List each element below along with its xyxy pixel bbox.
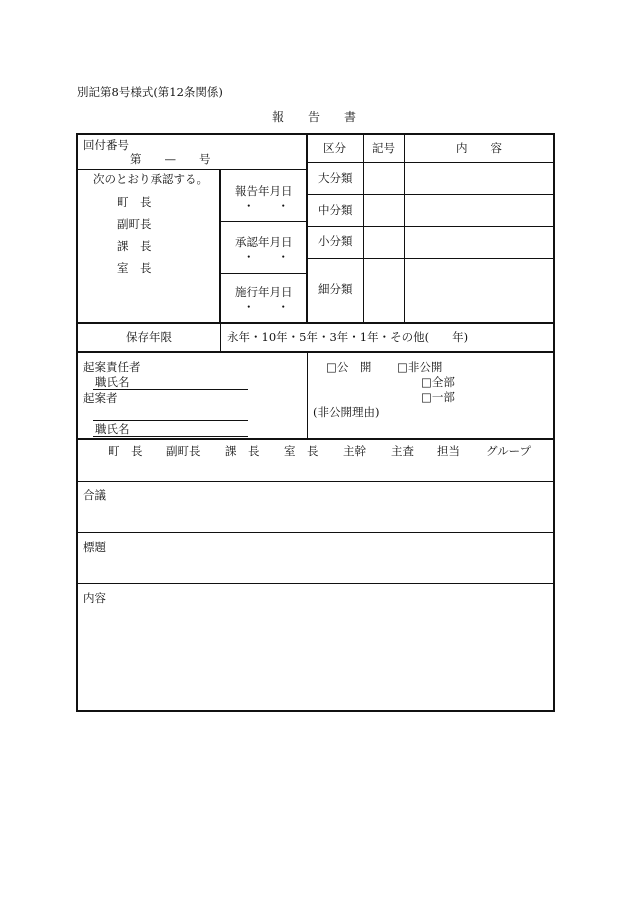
col-naiyou: 内 容 <box>456 141 502 155</box>
class-row-small: 小分類 <box>318 234 353 248</box>
stamp-staff: 担当 <box>437 444 460 458</box>
class-row-large: 大分類 <box>318 171 353 185</box>
class-row-medium: 中分類 <box>318 203 353 217</box>
responsible-label: 起案責任者 <box>83 360 141 374</box>
retention-label: 保存年限 <box>126 330 172 344</box>
role-mayor: 町 長 <box>117 195 152 209</box>
form-reference: 別記第8号様式(第12条関係) <box>77 85 223 99</box>
approval-date-label: 承認年月日 <box>235 235 293 249</box>
stamp-office-chief: 室 長 <box>284 444 319 458</box>
drafter-label: 起案者 <box>83 391 118 405</box>
report-date-dots: ・ ・ <box>243 199 289 213</box>
nonpublic-reason-label: (非公開理由) <box>313 405 380 419</box>
nonpublic-checkbox[interactable]: □非公開 <box>397 360 443 374</box>
stamp-chief-clerk: 主査 <box>391 444 414 458</box>
reception-number-label: 回付番号 <box>83 138 129 152</box>
col-kubun: 区分 <box>323 141 346 155</box>
consultation-label: 合議 <box>83 488 106 502</box>
drafter-name-label: 職氏名 <box>95 422 130 436</box>
approval-intro: 次のとおり承認する。 <box>93 172 208 186</box>
col-kigou: 記号 <box>372 141 395 155</box>
class-row-detail: 細分類 <box>318 282 353 296</box>
stamp-mayor: 町 長 <box>108 444 143 458</box>
responsible-name-label: 職氏名 <box>95 375 130 389</box>
retention-options: 永年・10年・5年・3年・1年・その他( 年) <box>227 330 469 344</box>
role-office-chief: 室 長 <box>117 261 152 275</box>
enforce-date-label: 施行年月日 <box>235 285 293 299</box>
approval-date-dots: ・ ・ <box>243 250 289 264</box>
nonpublic-all-checkbox[interactable]: □全部 <box>421 375 455 389</box>
report-date-label: 報告年月日 <box>235 184 293 198</box>
nonpublic-partial-checkbox[interactable]: □一部 <box>421 390 455 404</box>
reception-number-line: 第 — 号 <box>130 152 211 166</box>
stamp-deputy-mayor: 副町長 <box>166 444 201 458</box>
subject-label: 標題 <box>83 540 106 554</box>
role-section-chief: 課 長 <box>117 239 152 253</box>
stamp-manager: 主幹 <box>343 444 366 458</box>
page-title: 報 告 書 <box>272 110 357 124</box>
stamp-group: グループ <box>486 444 532 458</box>
content-label: 内容 <box>83 591 106 605</box>
stamp-section-chief: 課 長 <box>225 444 260 458</box>
role-deputy-mayor: 副町長 <box>117 217 152 231</box>
enforce-date-dots: ・ ・ <box>243 300 289 314</box>
public-checkbox[interactable]: □公 開 <box>326 360 372 374</box>
